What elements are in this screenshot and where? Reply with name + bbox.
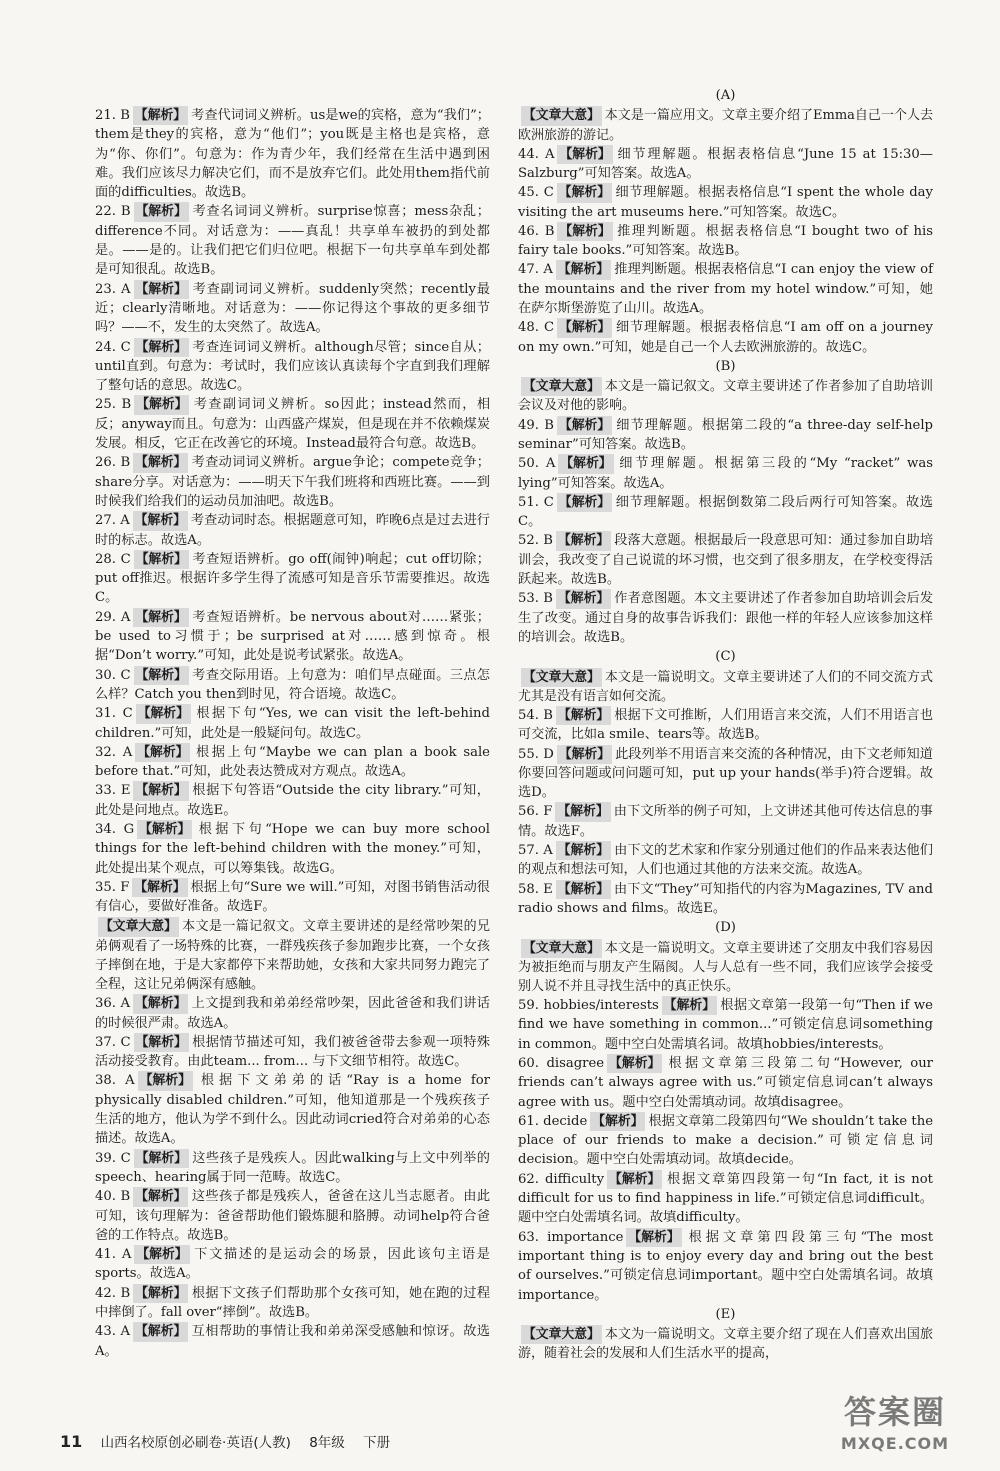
explanation-text: 考查交际用语。上句意为：咱们早点碰面。三点怎么样？Catch you then到时见，符合语境。故选C。 (95, 667, 490, 702)
explanation-text: 由下文“They”可知指代的内容为Magazines, TV and radio shows and films。故选E。 (518, 881, 933, 916)
tag-label: 【解析】 (626, 1228, 681, 1247)
explanation-text: 细节理解题。根据第二段的“a three-day self-help seminar”可知答案。故选B。 (518, 417, 934, 452)
answer-number: 56. F (518, 804, 553, 820)
answer-entry (518, 416, 933, 455)
answer-entry (518, 880, 933, 919)
answer-entry (518, 589, 933, 647)
answer-number: 63. importance (518, 1229, 624, 1245)
article-summary (518, 377, 933, 415)
tag-label: 【解析】 (133, 1187, 188, 1206)
explanation-text: 根据下句“Yes, we can visit the left-behind children.”可知，此处是一般疑问句。故选C。 (95, 706, 490, 741)
tag-label: 【文章大意】 (98, 917, 179, 936)
tag-label: 【解析】 (133, 608, 188, 627)
answer-entry (95, 878, 490, 917)
answer-entry (518, 454, 933, 493)
explanation-text: 互相帮助的事情让我和弟弟深受感触和惊讶。故选A。 (95, 1324, 490, 1359)
answer-number: 41. A (95, 1247, 132, 1263)
answer-entry (95, 1284, 490, 1323)
tag-label: 【解析】 (558, 454, 613, 473)
tag-label: 【解析】 (133, 106, 188, 125)
answer-number: 22. B (95, 204, 131, 220)
answer-number: 49. B (518, 417, 554, 433)
answer-number: 27. A (95, 513, 130, 529)
explanation-text: 推理判断题。根据表格信息“I can enjoy the view of the mountains and the river from my hotel window.”可知，她在萨尔斯堡游览了山川。故选A。 (518, 262, 933, 317)
answer-entry (95, 280, 490, 338)
article-summary (95, 917, 490, 994)
answer-number: 33. E (95, 783, 131, 799)
answer-entry (95, 202, 490, 279)
article-summary (518, 668, 933, 706)
answer-entry (95, 338, 490, 396)
answer-number: 26. B (95, 455, 131, 471)
tag-label: 【解析】 (134, 395, 189, 414)
answer-number: 53. B (518, 591, 553, 607)
tag-label: 【解析】 (136, 704, 191, 723)
tag-label: 【解析】 (662, 996, 717, 1015)
explanation-text: 本文是一篇说明文。文章主要讲述了交朋友中我们容易因为被拒绝而与朋友产生隔阂。人与人总有一些不同，我们应该学会接受别人说不并且寻找生活中的真正快乐。 (518, 940, 933, 994)
right-column (518, 86, 933, 1364)
explanation-text: 考查名词词义辨析。surprise惊喜；mess杂乱；difference不同。对话意为：——真乱！共享单车被扔的到处都是。——是的。让我们把它们归位吧。根据下一句共享单车到处都是可知很乱。故选B。 (95, 204, 490, 278)
answer-entry (518, 493, 933, 532)
answer-number: 61. decide (518, 1113, 588, 1129)
tag-label: 【文章大意】 (521, 668, 602, 687)
tag-label: 【文章大意】 (521, 377, 602, 396)
answer-number: 25. B (95, 397, 132, 413)
answer-entry (95, 1071, 490, 1148)
tag-label: 【解析】 (555, 802, 610, 821)
watermark-seal: 答案圈 (843, 1393, 946, 1431)
tag-label: 【解析】 (556, 880, 611, 899)
answer-entry (95, 994, 490, 1033)
tag-label: 【解析】 (134, 550, 189, 569)
tag-label: 【解析】 (133, 781, 188, 800)
answer-number: 39. C (95, 1150, 131, 1166)
answer-number: 46. B (518, 223, 555, 239)
tag-label: 【解析】 (134, 1149, 189, 1168)
article-summary (518, 939, 933, 997)
answer-number: 54. B (518, 707, 553, 723)
book-title: 山西名校原创必刷卷·英语(人教) (100, 1435, 291, 1451)
answer-number: 50. A (518, 456, 556, 472)
tag-label: 【解析】 (557, 222, 612, 241)
explanation-text: 考查短语辨析。be nervous about对……紧张；be used to习惯于；be surprised at对……感到惊奇。根据“Don’t worry.”可知，此处是说考试紧张。故选A。 (95, 609, 490, 664)
explanation-text: 考查连词词义辨析。although尽管；since自从；until直到。句意为：考试时，我们应该认真读每个字直到我们理解了整句话的意思。故选C。 (95, 339, 490, 394)
grade-label: 8年级 (309, 1435, 345, 1451)
answer-entry (518, 996, 933, 1054)
tag-label: 【解析】 (133, 453, 188, 472)
explanation-text: 考查副词词义辨析。so因此；instead然而，相反；anyway而且。句意为：山西盛产煤炭，但是现在并不依赖煤炭发展。相反，它正在改善它的环境。Instead最符合句意。故选B。 (95, 397, 491, 452)
answer-number: 23. A (95, 281, 131, 297)
tag-label: 【解析】 (557, 318, 612, 337)
watermark-url: MXQE.COM (840, 1434, 950, 1453)
explanation-text: 根据上句“Sure we will.”可知，对图书销售活动很有信心，要做好准备。故选F。 (95, 879, 490, 915)
answer-number: 36. A (95, 996, 131, 1012)
answer-number: 28. C (95, 551, 131, 567)
answer-number: 37. C (95, 1034, 131, 1050)
explanation-text: 这些孩子是残疾人。因此walking与上文中列举的speech、hearing属于同一范畴。故选C。 (95, 1150, 490, 1185)
explanation-text: 这些孩子都是残疾人，爸爸在这儿当志愿者。由此可知，该句理解为：爸爸帮助他们锻炼腿和胳膊。动词help符合爸爸的工作特点。故选B。 (95, 1189, 491, 1243)
answer-number: 52. B (518, 533, 553, 549)
explanation-text: 推理判断题。根据表格信息“I bought two of his fairy tale books.”可知答案。故选B。 (518, 223, 934, 259)
answer-entry (518, 706, 933, 745)
explanation-text: 本文是一篇说明文。文章主要讲述了人们的不同交流方式尤其是没有语言如何交流。 (518, 669, 933, 704)
tag-label: 【解析】 (557, 745, 612, 764)
left-column (95, 106, 490, 1361)
answer-number: 40. B (95, 1189, 131, 1205)
answer-number: 47. A (518, 262, 553, 278)
explanation-text: 考查副词词义辨析。suddenly突然；recently最近；clearly清晰地。对话意为：——你记得这个事故的更多细节吗？——不，发生的太突然了。故选A。 (95, 281, 490, 336)
explanation-text: 本文是一篇记叙文。文章主要讲述了作者参加了自助培训会议及对他的影响。 (518, 379, 933, 414)
answer-number: 35. F (95, 879, 130, 895)
explanation-text: 根据下句“Hope we can buy more school things for the left-behind children with the money.”可知，此处提出某个观点，可以筹集钱。故选G。 (95, 821, 490, 876)
tag-label: 【解析】 (557, 416, 612, 435)
explanation-text: 上文提到我和弟弟经常吵架，因此爸爸和我们讲话的时候很严肃。故选A。 (95, 996, 490, 1031)
explanation-text: 考查短语辨析。go off(闹钟)响起；cut off切除；put off推迟。根据许多学生得了流感可知是音乐节需要推迟。故选C。 (95, 551, 490, 606)
answer-entry (518, 222, 933, 261)
answer-entry (95, 550, 490, 608)
page-footer (60, 1431, 404, 1451)
answer-entry (95, 1245, 490, 1284)
answer-number: 44. A (518, 146, 555, 162)
tag-label: 【解析】 (133, 1322, 188, 1341)
answer-entry (95, 1033, 490, 1072)
answer-number: 59. hobbies/interests (518, 998, 659, 1014)
answer-number: 24. C (95, 339, 131, 355)
tag-label: 【解析】 (133, 1284, 188, 1303)
answer-entry (518, 531, 933, 589)
answer-entry (95, 704, 490, 743)
tag-label: 【解析】 (607, 1054, 662, 1073)
explanation-text: 根据文章第一段第一句“Then if we find we have something in common...”可锁定信息词something in common。题中空白处需填名词。故填hobbies/interests。 (518, 998, 933, 1052)
tag-label: 【解析】 (590, 1112, 645, 1131)
tag-label: 【文章大意】 (521, 106, 602, 125)
explanation-text: 根据文章第四段第三句“The most important thing is to enjoy every day and bring out the best of ourselves.”可锁定信息词important。题中空白处需填名词。故填importance。 (518, 1229, 933, 1303)
answer-entry (95, 511, 490, 550)
tag-label: 【解析】 (134, 280, 189, 299)
explanation-text: 根据文章第四段第一句“In fact, it is not difficult for us to find happiness in life.”可锁定信息词difficult。题中空白处需填名词。故填difficulty。 (518, 1171, 933, 1226)
answer-entry (518, 1112, 933, 1170)
explanation-text: 根据下文弟弟的话“Ray is a home for physically disabled children.”可知，他知道那是一个残疾孩子生活的地方，他认为学不到什么。因此动词cried符合对弟弟的心态描述。故选A。 (95, 1073, 490, 1147)
answer-entry (95, 453, 490, 511)
answer-number: 55. D (518, 746, 554, 762)
answer-entry (95, 1322, 490, 1361)
tag-label: 【解析】 (133, 994, 188, 1013)
answer-entry (518, 1228, 933, 1305)
tag-label: 【解析】 (556, 706, 611, 725)
answer-entry (518, 183, 933, 222)
answer-entry (95, 743, 490, 782)
answer-number: 48. C (518, 320, 555, 336)
answer-entry (518, 145, 933, 184)
explanation-text: 细节理解题。根据第三段的“My “racket” was lying”可知答案。故选A。 (518, 456, 933, 491)
tag-label: 【解析】 (134, 1245, 189, 1264)
answer-entry (518, 318, 933, 357)
tag-label: 【解析】 (556, 589, 611, 608)
tag-label: 【解析】 (134, 1033, 189, 1052)
answer-entry (95, 608, 490, 666)
answer-entry (95, 781, 490, 820)
explanation-text: 由下文的艺术家和作家分别通过他们的作品来表达他们的观点和想法可知，人们也通过其他的方法来交流。故选A。 (518, 843, 933, 878)
tag-label: 【解析】 (557, 145, 612, 164)
tag-label: 【解析】 (556, 531, 611, 550)
explanation-text: 此段列举不用语言来交流的各种情况，由下文老师知道你要回答问题或问问题可知，put up your hands(举手)符合逻辑。故选D。 (518, 746, 933, 801)
explanation-text: 细节理解题。根据倒数第二段后两行可知答案。故选C。 (518, 494, 933, 530)
explanation-text: 根据情节描述可知，我们被爸爸带去参观一项特殊活动接受教育。由此team... from... 与下文细节相符。故选C。 (95, 1034, 490, 1070)
page-number: 11 (60, 1432, 83, 1451)
section-label: (E) (715, 1306, 736, 1322)
answer-number: 30. C (95, 667, 131, 683)
section-label: (A) (715, 88, 736, 103)
explanation-text: 本文是一篇应用文。文章主要介绍了Emma自己一个人去欧洲旅游的游记。 (518, 108, 933, 143)
answer-number: 57. A (518, 843, 553, 859)
answer-entry (95, 1187, 490, 1245)
answer-entry (95, 666, 490, 705)
tag-label: 【解析】 (134, 666, 189, 685)
tag-label: 【解析】 (132, 878, 187, 897)
explanation-text: 细节理解题。根据表格信息“I spent the whole day visiting the art museums here.”可知答案。故选C。 (518, 185, 933, 220)
answer-entry (95, 395, 490, 453)
watermark-logo (810, 1390, 980, 1465)
answer-entry (518, 1054, 933, 1112)
answer-entry (518, 841, 933, 880)
explanation-text: 段落大意题。根据最后一段意思可知：通过参加自助培训会，我改变了自己说谎的坏习惯，也交到了很多朋友，在学校变得活跃起来。故选B。 (518, 533, 934, 588)
tag-label: 【解析】 (556, 841, 611, 860)
tag-label: 【解析】 (134, 338, 189, 357)
explanation-text: 下文描述的是运动会的场景，因此该句主语是sports。故选A。 (95, 1247, 490, 1282)
tag-label: 【解析】 (607, 1170, 662, 1189)
explanation-text: 考查动词时态。根据题意可知，昨晚6点是过去进行时的标志。故选A。 (95, 513, 490, 548)
tag-label: 【解析】 (137, 820, 192, 839)
tag-label: 【解析】 (135, 743, 190, 762)
explanation-text: 根据下文可推断，人们用语言来交流，人们不用语言也可交流，比如a smile、tears等。故选B。 (518, 707, 934, 743)
tag-label: 【解析】 (138, 1071, 193, 1090)
answer-number: 31. C (95, 706, 133, 722)
tag-label: 【解析】 (133, 511, 188, 530)
explanation-text: 根据文章第二段第四句“We shouldn’t take the place of our friends to make a decision.”可锁定信息词decision。题中空白处需填动词。故填decide。 (518, 1113, 933, 1168)
answer-number: 21. B (95, 108, 130, 123)
answer-number: 43. A (95, 1324, 131, 1340)
answer-number: 58. E (518, 881, 553, 897)
answer-number: 45. C (518, 185, 554, 201)
explanation-text: 根据上句“Maybe we can plan a book sale before that.”可知，此处表达赞成对方观点。故选A。 (95, 744, 490, 780)
explanation-text: 由下文所举的例子可知，上文讲述其他可传达信息的事情。故选F。 (518, 804, 933, 839)
explanation-text: 细节理解题。根据表格信息“I am off on a journey on my own.”可知，她是自己一个人去欧洲旅游的。故选C。 (518, 320, 933, 355)
answer-number: 60. disagree (518, 1056, 605, 1071)
explanation-text: 本文是一篇记叙文。文章主要讲述的是经常吵架的兄弟俩观看了一场特殊的比赛，一群残疾孩子参加跑步比赛，一个女孩子摔倒在地，于是大家都停下来帮助她，女孩和大家共同努力跑完了全程，这让兄弟俩深有感触。 (95, 919, 490, 993)
answer-entry (518, 260, 933, 318)
answer-number: 34. G (95, 821, 135, 837)
tag-label: 【文章大意】 (521, 1325, 602, 1344)
explanation-text: 细节理解题。根据表格信息“June 15 at 15:30—Salzburg”可知答案。故选A。 (518, 146, 933, 181)
answer-number: 29. A (95, 609, 131, 625)
answer-entry (518, 802, 933, 841)
article-summary (518, 106, 933, 144)
explanation-text: 考查代词词义辨析。us是we的宾格，意为“我们”；them是they的宾格，意为“他们”；you既是主格也是宾格，意为“你、你们”。句意为：作为青少年，我们经常在生活中遇到困难。我们应该尽力解决它们，而不是放弃它们。此处用them指代前面的difficulties。故选B。 (95, 108, 490, 201)
explanation-text: 本文为一篇说明文。文章主要介绍了现在人们喜欢出国旅游，随着社会的发展和人们生活水平的提高， (518, 1327, 933, 1362)
answer-entry (95, 106, 490, 202)
explanation-text: 考查动词词义辨析。argue争论；compete竞争；share分享。对话意为：——明天下午我们班将和西班比赛。——到时候我们给我们的运动员加油吧。故选B。 (95, 455, 490, 509)
tag-label: 【解析】 (557, 493, 612, 512)
article-summary (518, 1325, 933, 1363)
volume-label: 下册 (363, 1435, 391, 1451)
tag-label: 【解析】 (134, 202, 189, 221)
answer-number: 38. A (95, 1073, 135, 1089)
answer-entry (518, 1170, 933, 1228)
answer-entry (95, 1149, 490, 1188)
answer-number: 62. difficulty (518, 1171, 605, 1187)
tag-label: 【解析】 (557, 183, 612, 202)
section-label: (D) (715, 920, 736, 936)
tag-label: 【文章大意】 (521, 939, 602, 958)
section-label: (B) (715, 358, 736, 374)
tag-label: 【解析】 (556, 260, 611, 279)
explanation-text: 作者意图题。本文主要讲述了作者参加自助培训会后发生了改变。通过自身的故事告诉我们：跟他一样的年轻人应该参加这样的培训会。故选B。 (518, 591, 934, 645)
answer-number: 32. A (95, 744, 133, 760)
explanation-text: 根据文章第三段第二句“However, our friends can’t always agree with us.”可锁定信息词can’t always agree with us。题中空白处需填动词。故填disagree。 (518, 1056, 933, 1110)
section-label: (C) (715, 649, 736, 665)
explanation-text: 根据下句答语“Outside the city library.”可知，此处是问地点。故选E。 (95, 783, 490, 818)
answer-number: 51. C (518, 494, 554, 510)
answer-entry (518, 745, 933, 803)
explanation-text: 根据下文孩子们帮助那个女孩可知，她在跑的过程中摔倒了。fall over“摔倒”。故选B。 (95, 1285, 491, 1321)
answer-number: 42. B (95, 1285, 131, 1301)
answer-entry (95, 820, 490, 878)
